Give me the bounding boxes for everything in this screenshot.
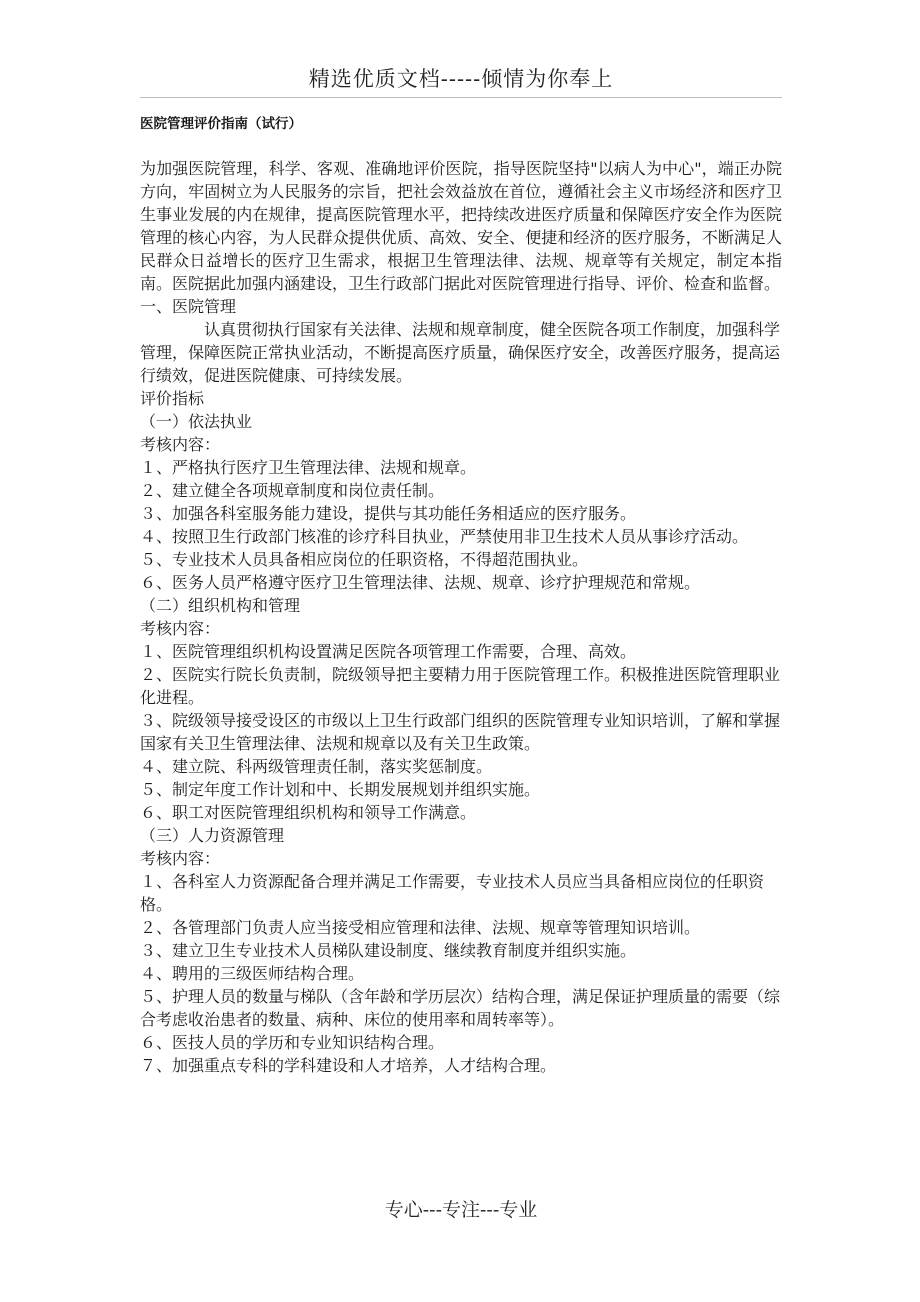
list-item: １、各科室人力资源配备合理并满足工作需要，专业技术人员应当具备相应岗位的任职资格。 (140, 872, 765, 914)
header-divider (140, 97, 782, 98)
indicators-label: 评价指标 (140, 389, 205, 408)
assessment-label: 考核内容： (140, 619, 221, 638)
list-item: ３、加强各科室服务能力建设，提供与其功能任务相适应的医疗服务。 (140, 504, 637, 523)
page-header: 精选优质文档-----倾情为你奉上 (308, 67, 614, 91)
list-item: ５、专业技术人员具备相应岗位的任职资格，不得超范围执业。 (140, 550, 589, 569)
page-footer: 专心---专注---专业 (384, 1199, 538, 1221)
subsection-heading: （三）人力资源管理 (140, 826, 285, 845)
list-item: ６、医技人员的学历和专业知识结构合理。 (140, 1033, 445, 1052)
list-item: ３、院级领导接受设区的市级以上卫生行政部门组织的医院管理专业知识培训，了解和掌握国家有关卫生管理法律、法规和规章以及有关卫生政策。 (140, 711, 781, 753)
list-item: ２、各管理部门负责人应当接受相应管理和法律、法规、规章等管理知识培训。 (140, 918, 701, 937)
list-item: ３、建立卫生专业技术人员梯队建设制度、继续教育制度并组织实施。 (140, 941, 637, 960)
list-item: １、医院管理组织机构设置满足医院各项管理工作需要，合理、高效。 (140, 642, 637, 661)
list-item: ２、医院实行院长负责制，院级领导把主要精力用于医院管理工作。积极推进医院管理职业化进程。 (140, 665, 781, 707)
section-heading: 一、医院管理 (140, 297, 237, 316)
subsection-heading: （一）依法执业 (140, 412, 253, 431)
list-item: ６、医务人员严格遵守医疗卫生管理法律、法规、规章、诊疗护理规范和常规。 (140, 573, 701, 592)
list-item: ７、加强重点专科的学科建设和人才培养，人才结构合理。 (140, 1056, 557, 1075)
list-item: ２、建立健全各项规章制度和岗位责任制。 (140, 481, 445, 500)
intro-paragraph: 为加强医院管理，科学、客观、准确地评价医院，指导医院坚持"以病人为中心"，端正办院方向，牢固树立为人民服务的宗旨，把社会效益放在首位，遵循社会主义市场经济和医疗卫生事业发展的内在规律，提高医院管理水平，把持续改进医疗质量和保障医疗安全作为医院管理的核心内容，为人民群众提供优质、高效、安全、便捷和经济的医疗服务，不断满足人民群众日益增长的医疗卫生需求，根据卫生管理法律、法规、规章等有关规定，制定本指南。医院据此加强内涵建设，卫生行政部门据此对医院管理进行指导、评价、检查和监督。 (140, 159, 782, 293)
list-item: ５、护理人员的数量与梯队（含年龄和学历层次）结构合理，满足保证护理质量的需要（综合考虑收治患者的数量、病种、床位的使用率和周转率等）。 (140, 987, 781, 1029)
assessment-label: 考核内容： (140, 435, 221, 454)
section-paragraph: 认真贯彻执行国家有关法律、法规和规章制度，健全医院各项工作制度，加强科学管理，保障医院正常执业活动，不断提高医疗质量，确保医疗安全，改善医疗服务，提高运行绩效，促进医院健康、可持续发展。 (140, 320, 781, 385)
list-item: ４、聘用的三级医师结构合理。 (140, 964, 365, 983)
list-item: ５、制定年度工作计划和中、长期发展规划并组织实施。 (140, 780, 541, 799)
document-title: 医院管理评价指南（试行） (140, 116, 302, 132)
list-item: ４、建立院、科两级管理责任制，落实奖惩制度。 (140, 757, 493, 776)
subsection-heading: （二）组织机构和管理 (140, 596, 301, 615)
list-item: １、严格执行医疗卫生管理法律、法规和规章。 (140, 458, 477, 477)
document-body (140, 157, 782, 1077)
assessment-label: 考核内容： (140, 849, 221, 868)
list-item: ６、职工对医院管理组织机构和领导工作满意。 (140, 803, 477, 822)
list-item: ４、按照卫生行政部门核准的诊疗科目执业，严禁使用非卫生技术人员从事诊疗活动。 (140, 527, 749, 546)
